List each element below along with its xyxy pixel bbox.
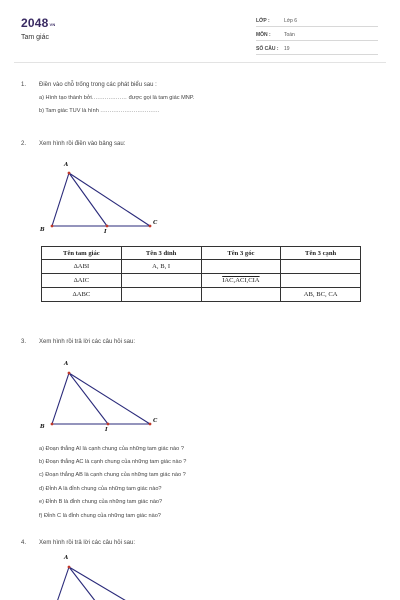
point-label-b: B bbox=[40, 227, 45, 233]
point-label-c: C bbox=[153, 220, 158, 226]
table-cell[interactable] bbox=[201, 260, 281, 274]
meta-key: SỐ CÂU : bbox=[256, 46, 279, 52]
header-divider bbox=[14, 62, 386, 63]
table-row bbox=[42, 288, 361, 302]
question-number: 4. bbox=[21, 540, 27, 546]
table-cell[interactable] bbox=[201, 288, 281, 302]
table-cell: ΔAIC bbox=[42, 274, 122, 288]
point-label-a: A bbox=[64, 361, 69, 367]
question-text: Xem hình rồi điền vào bảng sau: bbox=[39, 141, 126, 147]
meta-key: MÔN : bbox=[256, 32, 271, 38]
table-header: Tên 3 góc bbox=[201, 247, 281, 260]
table-cell[interactable] bbox=[121, 288, 201, 302]
question-text: Xem hình rồi trả lời các câu hỏi sau: bbox=[39, 540, 135, 546]
table-cell: A, B, I bbox=[121, 260, 201, 274]
table-header: Tên 3 cạnh bbox=[281, 247, 361, 260]
point-label-i: I bbox=[104, 229, 107, 235]
point-label-a: A bbox=[64, 162, 69, 168]
question-number: 1. bbox=[21, 82, 27, 88]
page-title: Tam giác bbox=[21, 34, 50, 41]
point-label-i: I bbox=[105, 427, 108, 433]
meta-value: Lớp 6 bbox=[284, 18, 298, 24]
table-header: Tên 3 đỉnh bbox=[121, 247, 201, 260]
table-row bbox=[42, 274, 361, 288]
question-item: f) Đỉnh C là đỉnh chung của những tam giác nào? bbox=[39, 513, 161, 519]
table-cell: ΔABC bbox=[42, 288, 122, 302]
question-text: Xem hình rồi trả lời các câu hỏi sau: bbox=[39, 339, 135, 345]
question-item: b) Tam giác TUV là hình ................................ bbox=[39, 108, 160, 114]
table-header: Tên tam giác bbox=[42, 247, 122, 260]
answer-blank[interactable]: ................................ bbox=[100, 108, 160, 114]
table-cell: ΔABI bbox=[42, 260, 122, 274]
question-item: c) Đoạn thẳng AB là cạnh chung của những tam giác nào ? bbox=[39, 472, 186, 478]
point-label-a: A bbox=[64, 555, 69, 561]
point-label-c: C bbox=[153, 418, 158, 424]
table-header-row bbox=[42, 247, 361, 260]
point-label-b: B bbox=[40, 424, 45, 430]
answer-blank[interactable]: ................... bbox=[91, 95, 128, 101]
table-cell[interactable] bbox=[281, 260, 361, 274]
question-item: d) Đỉnh A là đỉnh chung của những tam giác nào? bbox=[39, 486, 162, 492]
table-cell[interactable] bbox=[121, 274, 201, 288]
meta-value: 19 bbox=[284, 46, 290, 52]
meta-key: LỚP : bbox=[256, 18, 270, 24]
meta-value: Toán bbox=[284, 32, 295, 38]
question-number: 2. bbox=[21, 141, 27, 147]
table-cell: IAC,ACI,CIA bbox=[201, 274, 281, 288]
table-row bbox=[42, 260, 361, 274]
triangle-table bbox=[41, 246, 361, 302]
question-text: Điền vào chỗ trống trong các phát biểu sau : bbox=[39, 82, 157, 88]
question-item: a) Đoạn thẳng AI là cạnh chung của những tam giác nào ? bbox=[39, 446, 184, 452]
question-number: 3. bbox=[21, 339, 27, 345]
logo: 2048VN bbox=[21, 16, 56, 30]
question-item: b) Đoạn thẳng AC là cạnh chung của những tam giác nào ? bbox=[39, 459, 187, 465]
question-item: a) Hình tạo thành bởi................... được gọi là tam giác MNP. bbox=[39, 95, 195, 101]
table-cell: AB, BC, CA bbox=[281, 288, 361, 302]
question-item: e) Đỉnh B là đỉnh chung của những tam giác nào? bbox=[39, 499, 163, 505]
table-cell[interactable] bbox=[281, 274, 361, 288]
